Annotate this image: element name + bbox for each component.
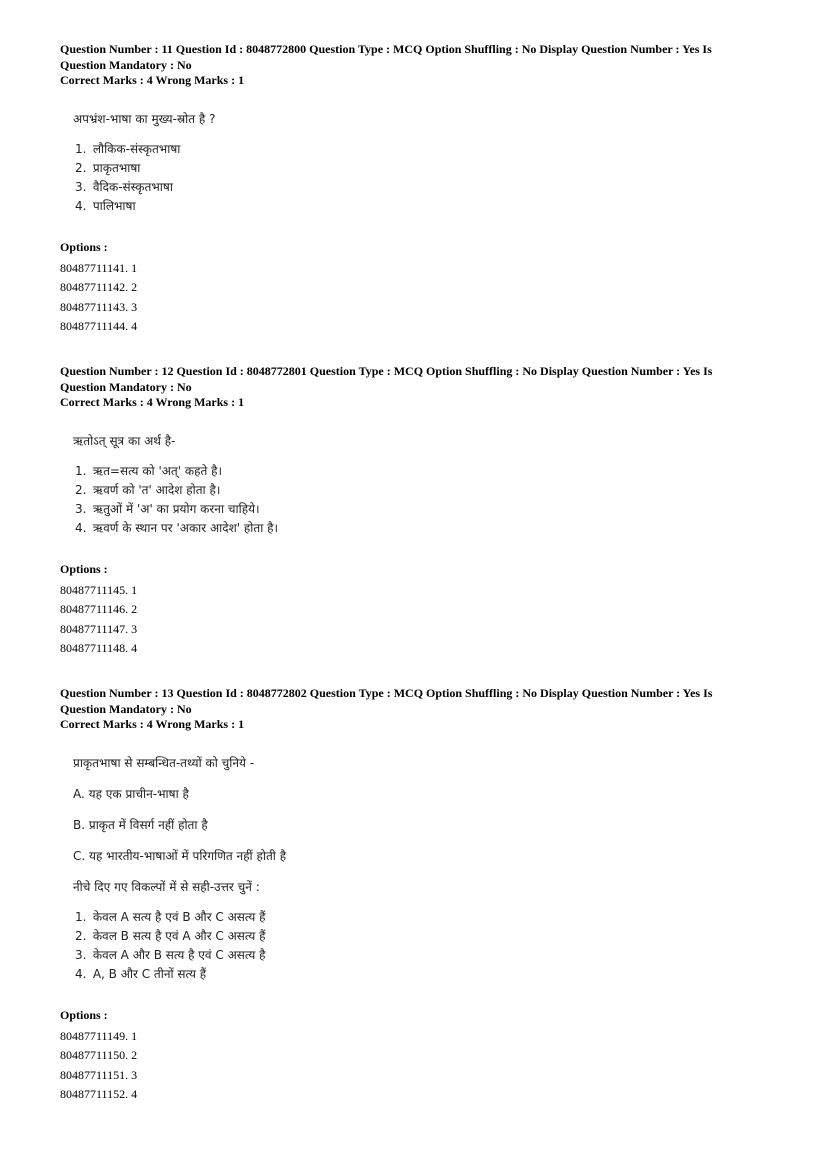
header-line-3: Correct Marks : 4 Wrong Marks : 1 xyxy=(60,717,245,731)
choice-item xyxy=(75,927,780,946)
choice-text: केवल B सत्य है एवं A और C असत्य हैं xyxy=(92,928,266,943)
choice-text: ऋवर्ण के स्थान पर 'अकार आदेश' होता है। xyxy=(92,520,279,535)
options-list xyxy=(60,581,780,659)
choice-item xyxy=(75,197,780,216)
choice-number: 1. xyxy=(75,463,87,478)
choice-text: पालिभाषा xyxy=(92,198,136,213)
question-stem: अपभ्रंश-भाषा का मुख्य-स्रोत है ? xyxy=(73,111,216,126)
choice-item xyxy=(75,965,780,984)
choice-text: केवल A सत्य है एवं B और C असत्य हैं xyxy=(92,909,266,924)
statement-b: B. प्राकृत में विसर्ग नहीं होता है xyxy=(73,817,208,832)
option-row: 80487711141. 1 xyxy=(60,260,138,275)
choice-number: 4. xyxy=(75,520,87,535)
option-row: 80487711150. 2 xyxy=(60,1048,138,1062)
choice-number: 2. xyxy=(75,928,87,943)
choice-text: लौकिक-संस्कृतभाषा xyxy=(92,141,181,156)
choice-number: 3. xyxy=(75,179,87,194)
header-line-1: Question Number : 13 Question Id : 8048772802 Question Type : MCQ Option Shuffling : No Display Question Number : Yes Is xyxy=(60,686,713,700)
choice-list xyxy=(75,908,780,984)
choice-list xyxy=(75,140,780,216)
options-list xyxy=(60,259,780,337)
choice-item xyxy=(75,481,780,500)
question-stem: प्राकृतभाषा से सम्बन्धित-तथ्यों को चुनिये - xyxy=(73,755,255,770)
option-row: 80487711144. 4 xyxy=(60,319,138,333)
choice-number: 4. xyxy=(75,966,87,981)
choice-number: 4. xyxy=(75,198,87,213)
choice-text: प्राकृतभाषा xyxy=(92,160,141,175)
choice-item xyxy=(75,159,780,178)
question-header xyxy=(60,364,780,411)
header-line-2: Question Mandatory : No xyxy=(60,57,192,72)
choice-number: 1. xyxy=(75,909,87,924)
option-row: 80487711146. 2 xyxy=(60,602,138,616)
options-list xyxy=(60,1027,780,1105)
option-row: 80487711147. 3 xyxy=(60,621,138,636)
question-header xyxy=(60,42,780,89)
option-row: 80487711149. 1 xyxy=(60,1028,138,1043)
header-line-2: Question Mandatory : No xyxy=(60,379,192,394)
choice-item xyxy=(75,946,780,965)
option-row: 80487711151. 3 xyxy=(60,1067,138,1082)
header-line-3: Correct Marks : 4 Wrong Marks : 1 xyxy=(60,73,245,87)
choice-number: 2. xyxy=(75,482,87,497)
choice-text: ऋत=सत्य को 'अत्' कहते है। xyxy=(92,463,223,478)
choice-item xyxy=(75,519,780,538)
option-row: 80487711143. 3 xyxy=(60,299,138,314)
statement-c: C. यह भारतीय-भाषाओं में परिगणित नहीं होती है xyxy=(73,848,287,863)
header-line-2: Question Mandatory : No xyxy=(60,701,192,716)
choice-number: 3. xyxy=(75,947,87,962)
option-row: 80487711152. 4 xyxy=(60,1087,138,1101)
choice-number: 1. xyxy=(75,141,87,156)
header-line-1: Question Number : 12 Question Id : 8048772801 Question Type : MCQ Option Shuffling : No Display Question Number : Yes Is xyxy=(60,364,713,378)
choice-text: ऋतुओं में 'अ' का प्रयोग करना चाहिये। xyxy=(92,501,260,516)
statement-a: A. यह एक प्राचीन-भाषा है xyxy=(73,786,189,801)
choice-list xyxy=(75,462,780,538)
choice-number: 2. xyxy=(75,160,87,175)
choice-number: 3. xyxy=(75,501,87,516)
choice-item xyxy=(75,908,780,927)
question-block-11 xyxy=(60,42,780,337)
question-block-13 xyxy=(60,686,780,1105)
question-block-12 xyxy=(60,364,780,659)
option-row: 80487711148. 4 xyxy=(60,641,138,655)
choice-item xyxy=(75,140,780,159)
choice-text: केवल A और B सत्य है एवं C असत्य है xyxy=(92,947,266,962)
options-title: Options : xyxy=(60,239,108,254)
choice-text: ऋवर्ण को 'त' आदेश होता है। xyxy=(92,482,221,497)
instruction-text: नीचे दिए गए विकल्पों में से सही-उत्तर चुनें : xyxy=(73,879,260,894)
choice-text: A, B और C तीनों सत्य हैं xyxy=(92,966,207,981)
question-header xyxy=(60,686,780,733)
choice-item xyxy=(75,500,780,519)
options-title: Options : xyxy=(60,561,108,576)
options-title: Options : xyxy=(60,1007,108,1022)
header-line-3: Correct Marks : 4 Wrong Marks : 1 xyxy=(60,395,245,409)
question-stem: ऋतोऽत् सूत्र का अर्थ है- xyxy=(73,433,176,448)
option-row: 80487711142. 2 xyxy=(60,280,138,294)
option-row: 80487711145. 1 xyxy=(60,582,138,597)
choice-text: वैदिक-संस्कृतभाषा xyxy=(92,179,173,194)
choice-item xyxy=(75,178,780,197)
header-line-1: Question Number : 11 Question Id : 8048772800 Question Type : MCQ Option Shuffling : No Display Question Number : Yes Is xyxy=(60,42,712,56)
choice-item xyxy=(75,462,780,481)
